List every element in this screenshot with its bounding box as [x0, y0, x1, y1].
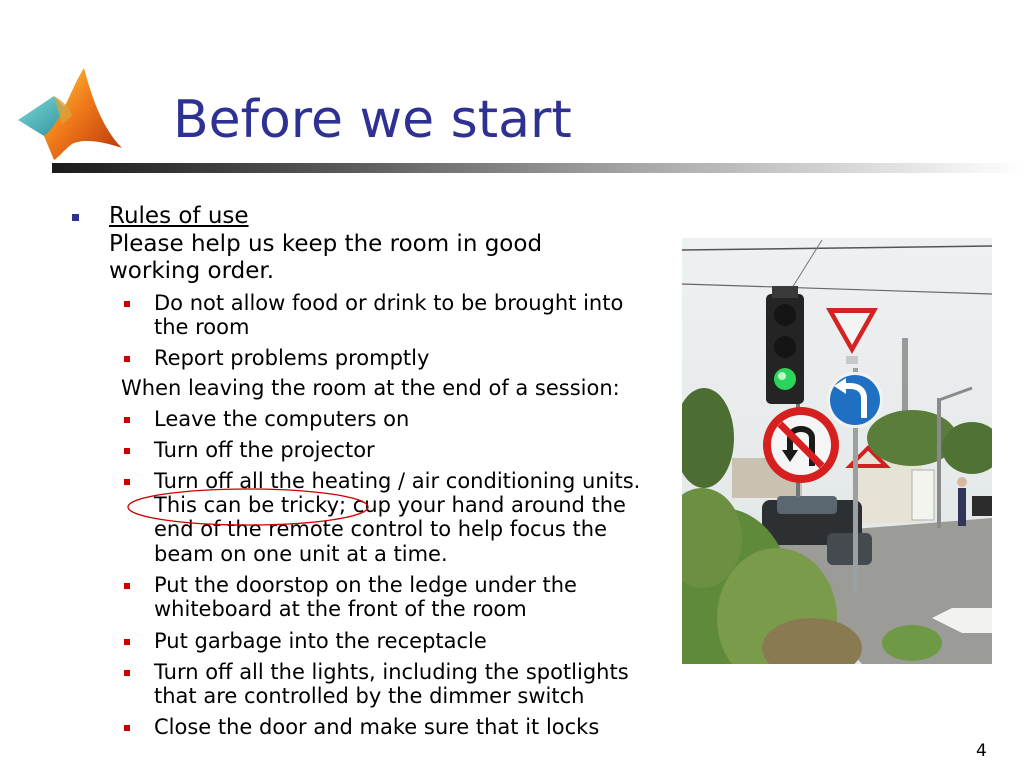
- page-number: 4: [976, 741, 987, 761]
- level2-bullet-icon: [124, 301, 130, 307]
- leaving-item-line: Turn off the projector: [154, 438, 375, 462]
- level2-bullet-icon: [124, 356, 130, 362]
- intro-line: Please help us keep the room in good: [109, 231, 543, 257]
- leaving-item-line: This can be tricky; cup your hand around the: [154, 493, 626, 517]
- annotation-ellipse: [124, 484, 380, 530]
- leaving-item-line: Put garbage into the receptacle: [154, 629, 487, 653]
- leaving-item-line: Close the door and make sure that it locks: [154, 715, 600, 739]
- rule-line: Report problems promptly: [154, 346, 430, 370]
- level2-bullet-icon: [124, 725, 130, 731]
- matlab-logo-icon: [14, 62, 126, 162]
- level2-bullet-icon: [124, 670, 130, 676]
- leaving-item-line: end of the remote control to help focus the: [154, 517, 607, 541]
- leaving-item-line: Leave the computers on: [154, 407, 410, 431]
- level2-bullet-icon: [124, 639, 130, 645]
- leaving-item-line: whiteboard at the front of the room: [154, 597, 527, 621]
- leaving-item-line: beam on one unit at a time.: [154, 542, 448, 566]
- level1-bullet-icon: [72, 214, 79, 221]
- rule-line: Do not allow food or drink to be brought into: [154, 291, 624, 315]
- level2-bullet-icon: [124, 583, 130, 589]
- rules-heading: Rules of use: [109, 203, 249, 229]
- title-rule: [52, 163, 1024, 173]
- traffic-signs-photo: [682, 238, 992, 664]
- level2-bullet-icon: [124, 448, 130, 454]
- leaving-item-line: Turn off all the lights, including the spotlights: [154, 660, 629, 684]
- slide-title: Before we start: [173, 90, 572, 150]
- leaving-item-line: Turn off all the heating / air conditioning units.: [154, 469, 641, 493]
- rule-line: the room: [154, 315, 250, 339]
- leaving-item-line: that are controlled by the dimmer switch: [154, 684, 585, 708]
- intro-line: working order.: [109, 258, 275, 284]
- level2-bullet-icon: [124, 417, 130, 423]
- leaving-item-line: Put the doorstop on the ledge under the: [154, 573, 577, 597]
- leaving-intro: When leaving the room at the end of a session:: [121, 376, 620, 400]
